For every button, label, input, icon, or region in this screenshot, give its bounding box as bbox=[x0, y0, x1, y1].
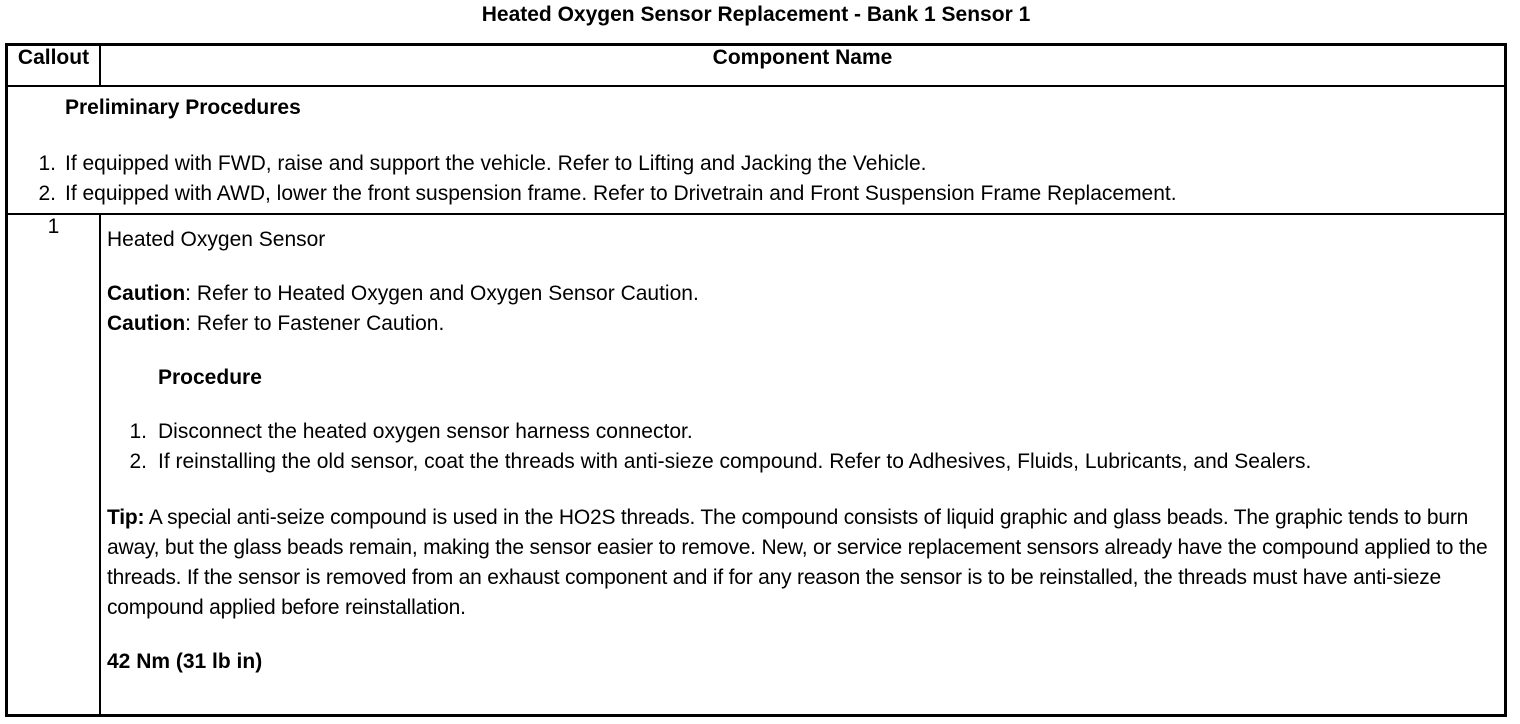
header-row bbox=[7, 45, 1506, 87]
step-number: 2. bbox=[129, 450, 147, 473]
preliminary-heading: Preliminary Procedures bbox=[65, 96, 301, 119]
callout-column-header: Callout bbox=[7, 45, 101, 87]
list-item bbox=[107, 417, 1504, 447]
step-text: If reinstalling the old sensor, coat the threads with anti-sieze compound. Refer to Adhesives, Fluids, Lubricants, and Sealers. bbox=[158, 450, 1312, 473]
tip-note bbox=[107, 503, 1504, 623]
document-title: Heated Oxygen Sensor Replacement - Bank 1 Sensor 1 bbox=[481, 3, 1031, 26]
component-table bbox=[5, 43, 1507, 717]
tip-text: A special anti-seize compound is used in the HO2S threads. The compound consists of liquid graphic and glass beads. The graphic tends to burn away, but the glass beads remain, making the sensor easier to remove. New, or service replacement sensors already have the compound applied to the threads. If the sensor is removed from an exhaust component and if for any reason the sensor is to be reinstalled, the threads must have anti-sieze compound applied before reinstallation. bbox=[107, 506, 1488, 619]
caution-label: Caution bbox=[107, 312, 186, 335]
list-item bbox=[8, 179, 1504, 209]
list-item bbox=[8, 149, 1504, 179]
torque-spec: 42 Nm (31 lb in) bbox=[107, 650, 263, 673]
component-name-column-header: Component Name bbox=[100, 45, 1506, 87]
step-text: If equipped with AWD, lower the front suspension frame. Refer to Drivetrain and Front Suspension Frame Replacement. bbox=[65, 182, 1177, 205]
callout-number: 1 bbox=[7, 214, 101, 716]
step-number: 1. bbox=[38, 152, 56, 175]
step-number: 2. bbox=[38, 182, 56, 205]
caution-text: : Refer to Fastener Caution. bbox=[185, 312, 445, 335]
step-number: 1. bbox=[129, 420, 147, 443]
preliminary-steps-list bbox=[8, 149, 1504, 209]
caution-line bbox=[107, 279, 1504, 309]
list-item bbox=[107, 447, 1504, 477]
caution-text: : Refer to Heated Oxygen and Oxygen Sensor Caution. bbox=[185, 282, 699, 305]
tip-label: Tip: bbox=[107, 506, 145, 529]
component-name: Heated Oxygen Sensor bbox=[107, 228, 326, 251]
component-detail-cell bbox=[100, 214, 1506, 716]
step-text: Disconnect the heated oxygen sensor harness connector. bbox=[158, 420, 693, 443]
procedure-heading: Procedure bbox=[158, 366, 262, 389]
preliminary-row bbox=[7, 86, 1506, 214]
table-row bbox=[7, 214, 1506, 716]
step-text: If equipped with FWD, raise and support the vehicle. Refer to Lifting and Jacking the Vehicle. bbox=[65, 152, 927, 175]
preliminary-cell bbox=[7, 86, 1506, 214]
caution-line bbox=[107, 309, 1504, 339]
caution-label: Caution bbox=[107, 282, 186, 305]
procedure-steps-list bbox=[107, 417, 1504, 477]
